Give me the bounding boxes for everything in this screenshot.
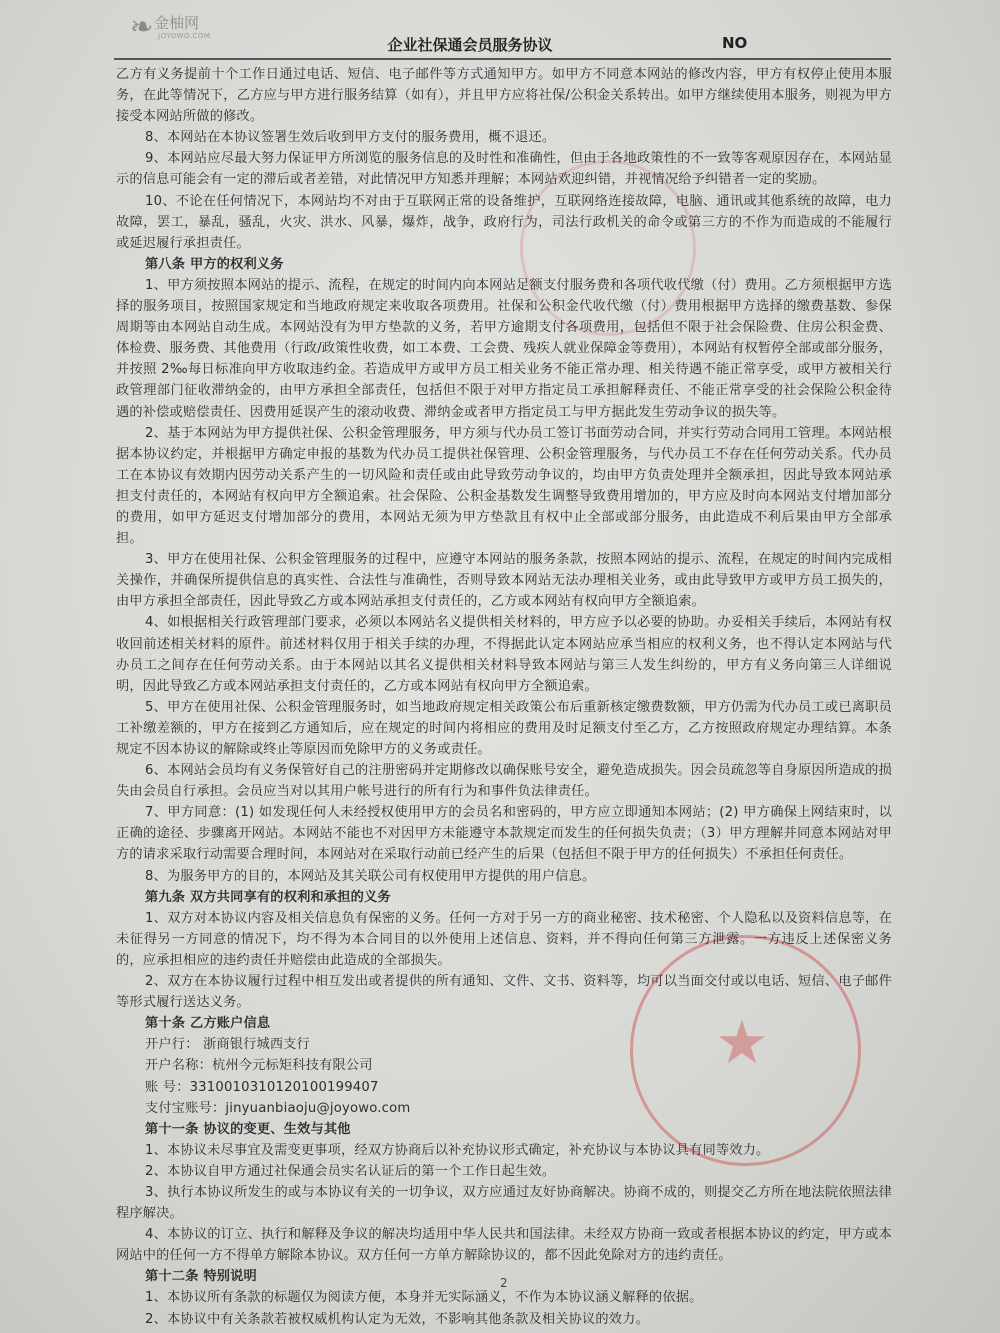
logo-url: JOYOWO.COM xyxy=(158,32,211,40)
logo-mark-icon: ❧ xyxy=(130,10,154,43)
account-info-line: 开户名称：杭州今元标矩科技有限公司 xyxy=(145,1058,373,1074)
account-info-line: 开户行： 浙商银行城西支行 xyxy=(145,1037,311,1053)
paragraph: 2、双方在本协议履行过程中相互发出或者提供的所有通知、文件、文书、资料等，均可以当面交付或以电话、短信、电子邮件等形式履行送达义务。 xyxy=(116,974,892,1011)
paragraph: 2、本协议中有关条款若被权威机构认定为无效，不影响其他条款及相关协议的效力。 xyxy=(145,1311,649,1327)
paragraph: 8、本网站在本协议签署生效后收到甲方支付的服务费用，概不退还。 xyxy=(145,130,556,146)
paragraph: 8、为服务甲方的目的，本网站及其关联公司有权使用甲方提供的用户信息。 xyxy=(145,868,596,884)
document-number-label: NO xyxy=(722,34,748,52)
document-body xyxy=(116,64,892,1330)
paragraph: 7、甲方同意：(1) 如发现任何人未经授权使用甲方的会员名和密码的，甲方应立即通知本网站；(2) 甲方确保上网结束时，以正确的途径、步骤离开网站。本网站不能也不对因甲方未能遵守本款规定而发生的任何损失负责；（3）甲方理解并同意本网站对甲方的请求采取行动需要合理时间，本网站对在采取行动前已经产生的后果（包括但不限于甲方的任何损失）不承担任何责任。 xyxy=(116,805,892,863)
account-info-line: 账 号：331001031012010019940​7 xyxy=(145,1079,379,1095)
paragraph: 10、不论在任何情况下，本网站均不对由于互联网正常的设备维护，互联网络连接故障，电脑、通讯或其他系统的故障，电力故障，罢工，暴乱，骚乱，火灾、洪水、风暴，爆炸，战争，政府行为，司法行政机关的命令或第三方的不作为而造成的不能履行或延迟履行承担责任。 xyxy=(116,193,892,251)
seal-star-icon: ★ xyxy=(715,1008,769,1078)
logo xyxy=(130,8,220,44)
document-title: 企业社保通会员服务协议 xyxy=(387,36,553,54)
paragraph: 4、如根据相关行政管理部门要求，必须以本网站名义提供相关材料的，甲方应予以必要的协助。办妥相关手续后，本网站有权收回前述相关材料的原件。前述材料仅用于相关手续的办理，不得据此认定本网站应承当相应的权利义务，也不得认定本网站与代办员工之间存在任何劳动关系。由于本网站以其名义提供相关材料导致本网站与第三人发生纠纷的，甲方有义务向第三人详细说明，因此导致乙方或本网站承担支付责任的，乙方或本网站有权向甲方全额追索。 xyxy=(116,615,892,694)
paragraph: 3、执行本协议所发生的或与本协议有关的一切争议，双方应通过友好协商解决。协商不成的，则提交乙方所在地法院依照法律程序解决。 xyxy=(116,1184,892,1222)
paragraph: 1、甲方须按照本网站的提示、流程，在规定的时间内向本网站足额支付服务费和各项代收代缴（付）费用。乙方须根据甲方选择的服务项目，按照国家规定和当地政府规定来收取各项费用。社保和公积金代收代缴（付）费用根据甲方选择的缴费基数、参保周期等由本网站自动生成。本网站没有为甲方垫款的义务，若甲方逾期支付各项费用，包括但不限于社会保险费、住房公积金费、体检费、服务费、其他费用（行政/政策性收费，如工本费、工会费、残疾人就业保障金等费用），本网站有权暂停全部或部分服务，并按照 2‰每日标准向甲方收取违约金。若造成甲方或甲方员工相关业务不能正常办理、相关待遇不能正常享受，或甲方被相关行政管理部门征收滞纳金的，由甲方承担全部责任，包括但不限于对甲方指定员工承担解释责任、不能正常享受的社会保险公积金待遇的补偿或赔偿责任、因费用延误产生的滚动收费、滞纳金或者甲方指定员工与甲方据此发生劳动争议的损失等。 xyxy=(116,277,892,420)
account-info-line: 支付宝账号：jinyuanbiaoju@joyowo.com xyxy=(145,1100,411,1116)
paragraph: 2、基于本网站为甲方提供社保、公积金管理服务，甲方须与代办员工签订书面劳动合同，并实行劳动合同用工管理。本网站根据本协议约定，并根据甲方确定申报的基数为代办员工提供社保管理、公积金管理服务，与代办员工不存在任何劳动关系。代办员工在本协议有效期内因劳动关系产生的一切风险和责任或由此导致劳动争议的，均由甲方负责处理并全额承担，因此导致本网站承担支付责任的，本网站有权向甲方全额追索。社会保险、公积金基数发生调整导致费用增加的，甲方应及时向本网站支付增加部分的费用，如甲方延迟支付增加部分的费用，本网站无须为甲方垫款且有权中止全部或部分服务，由此造成不利后果由甲方全部承担。 xyxy=(116,425,892,547)
paragraph: 1、本协议所有条款的标题仅为阅读方便，本身并无实际涵义，不作为本协议涵义解释的依据。 xyxy=(145,1290,703,1306)
paragraph: 4、本协议的订立、执行和解释及争议的解决均适用中华人民共和国法律。未经双方协商一致或者根据本协议的约定，甲方或本网站中的任何一方不得单方解除本协议。双方任何一方单方解除协议的，都不因此免除对方的违约责任。 xyxy=(116,1227,892,1264)
paragraph: 9、本网站应尽最大努力保证甲方所浏览的服务信息的及时性和准确性，但由于各地政策性的不一致等客观原因存在，本网站显示的信息可能会有一定的滞后或者差错，对此情况甲方知悉并理解；本网站欢迎纠错，并视情况给予纠错者一定的奖励。 xyxy=(116,151,892,188)
paragraph: 5、甲方在使用社保、公积金管理服务时，如当地政府规定相关政策公布后重新核定缴费数额，甲方仍需为代办员工或已离职员工补缴差额的，甲方在接到乙方通知后，应在规定的时间内将相应的费用及时足额支付至乙方，乙方按照政府规定办理结算。本条规定不因本协议的解除或终止等原因而免除甲方的义务或责任。 xyxy=(116,699,892,757)
section-heading: 第十条 乙方账户信息 xyxy=(145,1016,271,1032)
page-number: 2 xyxy=(500,1276,508,1290)
paragraph: 2、本协议自甲方通过社保通会员实名认证后的第一个工作日起生效。 xyxy=(145,1163,556,1179)
section-heading: 第十一条 协议的变更、生效与其他 xyxy=(145,1121,351,1137)
section-heading: 第九条 双方共同享有的权利和承担的义务 xyxy=(145,889,391,905)
header-divider xyxy=(114,58,891,60)
paragraph: 1、双方对本协议内容及相关信息负有保密的义务。任何一方对于另一方的商业秘密、技术秘密、个人隐私以及资料信息等，在未征得另一方同意的情况下，均不得为本合同目的以外使用上述信息、资料，并不得向任何第三方泄露。一方违反上述保密义务的，应承担相应的违约责任并赔偿由此造成的全部损失。 xyxy=(116,910,892,968)
logo-text: 金柚网 xyxy=(154,14,200,32)
paragraph: 1、本协议未尽事宜及需变更事项，经双方协商后以补充协议形式确定，补充协议与本协议具有同等效力。 xyxy=(145,1142,770,1158)
paragraph: 6、本网站会员均有义务保管好自己的注册密码并定期修改以确保账号安全，避免造成损失。因会员疏忽等自身原因所造成的损失由会员自行承担。会员应当对以其用户帐号进行的所有行为和事件负法律责任。 xyxy=(116,763,892,800)
section-heading: 第八条 甲方的权利义务 xyxy=(145,256,284,272)
paragraph: 3、甲方在使用社保、公积金管理服务的过程中，应遵守本网站的服务条款，按照本网站的提示、流程，在规定的时间内完成相关操作，并确保所提供信息的真实性、合法性与准确性，否则导致本网站无法办理相关业务，或由此导致甲方或甲方员工损失的，由甲方承担全部责任，因此导致乙方或本网站承担支付责任的，乙方或本网站有权向甲方全额追索。 xyxy=(116,552,892,610)
paragraph: 乙方有义务提前十个工作日通过电话、短信、电子邮件等方式通知甲方。如甲方不同意本网站的修改内容，甲方有权停止使用本服务，在此等情况下，乙方应与甲方进行服务结算（如有），并且甲方应将社保/公积金关系转出。如甲方继续使用本服务，则视为甲方接受本网站所做的修改。 xyxy=(116,67,892,125)
section-heading: 第十二条 特别说明 xyxy=(145,1269,257,1285)
